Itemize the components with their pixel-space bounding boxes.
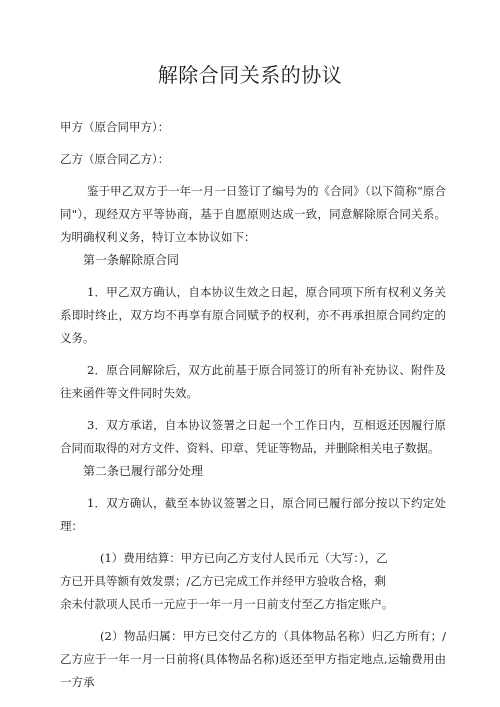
document-body	[60, 116, 446, 694]
section-1-heading: 第一条解除原合同	[83, 253, 180, 267]
section-1-item-2: 2．原合同解除后，双方此前基于原合同签订的所有补充协议、附件及往来函件等文件同时失效。	[60, 363, 446, 400]
goods-ownership-paragraph: (2）物品归属：甲方已交付乙方的（具体物品名称）归乙方所有；/乙方应于一年一月一日前将(具体物品名称)返还至甲方指定地点,运输费用由一方承	[60, 629, 446, 689]
fee-settlement-line-1: (1）费用结算：甲方已向乙方支付人民币元（大写：），乙	[100, 551, 388, 565]
document-title: 解除合同关系的协议	[157, 63, 343, 87]
section-1-item-3: 3．双方承诺，自本协议签署之日起一个工作日内，互相返还因履行原合同而取得的对方文件、资料、印章、凭证等物品，并删除相关电子数据。	[60, 418, 446, 455]
party-a-line: 甲方（原合同甲方）：	[60, 120, 170, 134]
party-b-line: 乙方（原合同乙方）：	[60, 152, 170, 166]
section-2-heading: 第二条已履行部分处理	[83, 464, 204, 478]
section-2-item-1: 1．双方确认，截至本协议签署之日，原合同已履行部分按以下约定处理：	[60, 496, 446, 533]
preamble-paragraph: 鉴于甲乙双方于一年一月一日签订了编号为的《合同》（以下简称“原合同"），现经双方平等协商，基于自愿原则达成一致，同意解除原合同关系。为明确权利义务，特订立本协议如下：	[60, 184, 446, 244]
section-1-item-1: 1．甲乙双方确认，自本协议生效之日起，原合同项下所有权利义务关系即时终止，双方均不再享有原合同赋予的权利，亦不再承担原合同约定的义务。	[60, 285, 446, 345]
fee-settlement-line-3: 余未付款项人民币一元应于一年一月一日前支付至乙方指定账户。	[60, 597, 394, 611]
fee-settlement-paragraph	[60, 547, 446, 616]
fee-settlement-line-2: 方已开具等额有效发票；/乙方已完成工作并经甲方验收合格，剩	[60, 574, 386, 588]
